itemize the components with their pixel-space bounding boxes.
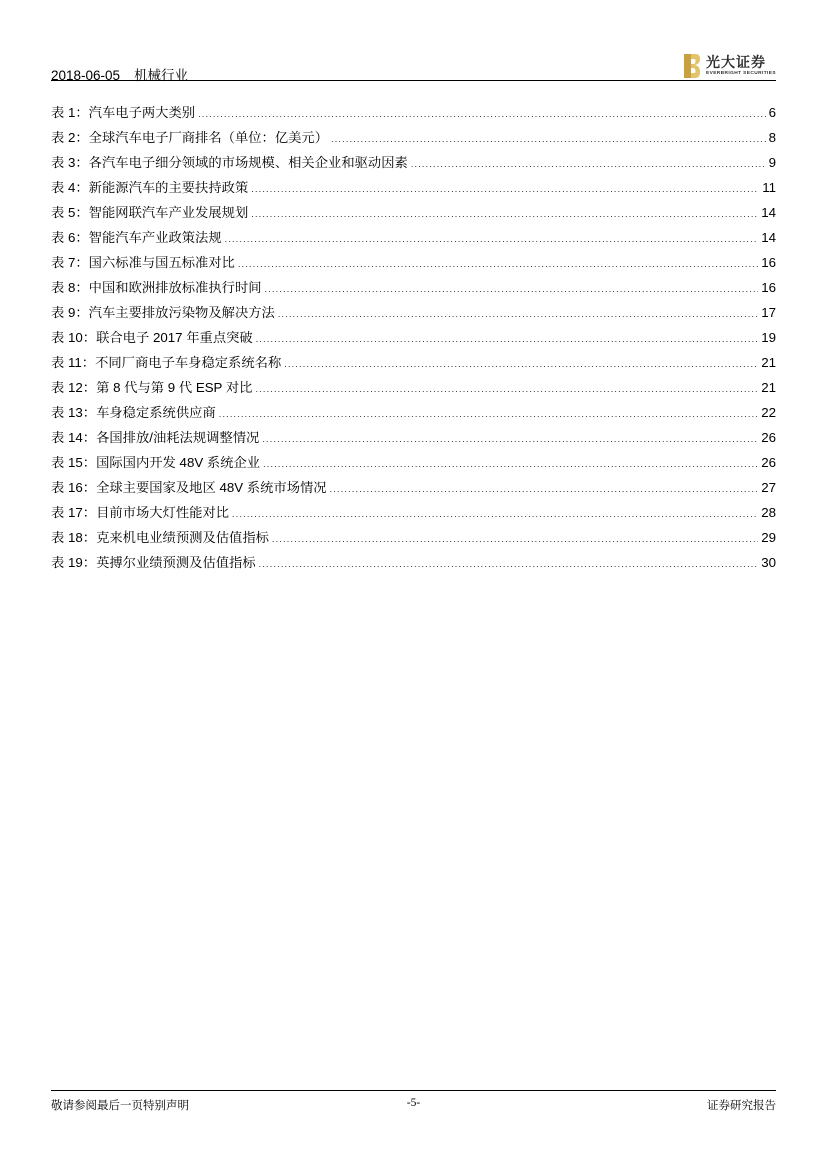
- toc-entry-label: 表 11：不同厂商电子车身稳定系统名称: [51, 355, 282, 370]
- toc-entry-label: 表 13：车身稳定系统供应商: [51, 405, 216, 420]
- toc-entry-page: 21: [761, 355, 776, 370]
- toc-entry-page: 19: [761, 330, 776, 345]
- toc-entry-label: 表 12：第 8 代与第 9 代 ESP 对比: [51, 380, 253, 395]
- toc-entry-page: 14: [761, 230, 776, 245]
- toc-entry-page: 17: [761, 305, 776, 320]
- page-number: -5-: [406, 1097, 421, 1109]
- toc-entry[interactable]: [51, 104, 776, 129]
- toc-entry-label: 表 4：新能源汽车的主要扶持政策: [51, 180, 249, 195]
- toc-entry-label: 表 9：汽车主要排放污染物及解决方法: [51, 305, 275, 320]
- toc-entry-label: 表 10：联合电子 2017 年重点突破: [51, 330, 253, 345]
- toc-entry-page: 6: [768, 105, 776, 120]
- toc-entry-label: 表 14：各国排放/油耗法规调整情况: [51, 430, 260, 445]
- toc-entry-page: 11: [762, 180, 776, 195]
- toc-dot-leader: [259, 555, 759, 573]
- toc-entry[interactable]: [51, 229, 776, 254]
- toc-entry-label: 表 16：全球主要国家及地区 48V 系统市场情况: [51, 480, 327, 495]
- toc-entry-page: 26: [761, 455, 776, 470]
- toc-dot-leader: [284, 355, 758, 373]
- toc-dot-leader: [265, 280, 759, 298]
- toc-entry-page: 16: [761, 280, 776, 295]
- toc-entry-label: 表 15：国际国内开发 48V 系统企业: [51, 455, 261, 470]
- toc-dot-leader: [225, 230, 759, 248]
- toc-entry-page: 9: [768, 155, 776, 170]
- logo-english-name: EVERBRIGHT SECURITIES: [706, 71, 776, 76]
- toc-entry-page: 26: [761, 430, 776, 445]
- toc-dot-leader: [251, 180, 759, 198]
- toc-entry[interactable]: [51, 279, 776, 304]
- toc-entry-label: 表 19：英搏尔业绩预测及估值指标: [51, 555, 256, 570]
- toc-dot-leader: [256, 330, 758, 348]
- toc-entry-page: 30: [761, 555, 776, 570]
- toc-dot-leader: [330, 480, 759, 498]
- toc-entry-label: 表 6：智能汽车产业政策法规: [51, 230, 222, 245]
- toc-entry-label: 表 8：中国和欧洲排放标准执行时间: [51, 280, 262, 295]
- toc-entry[interactable]: [51, 529, 776, 554]
- toc-entry-label: 表 17：目前市场大灯性能对比: [51, 505, 230, 520]
- toc-entry-page: 22: [761, 405, 776, 420]
- industry-label: 机械行业: [134, 68, 189, 83]
- toc-dot-leader: [411, 155, 766, 173]
- toc-entry-page: 16: [761, 255, 776, 270]
- toc-entry-page: 27: [761, 480, 776, 495]
- toc-dot-leader: [238, 255, 758, 273]
- toc-entry[interactable]: [51, 179, 776, 204]
- toc-entry-label: 表 2：全球汽车电子厂商排名（单位：亿美元）: [51, 130, 329, 145]
- toc-dot-leader: [262, 430, 758, 448]
- toc-dot-leader: [219, 405, 758, 423]
- toc-entry-page: 21: [761, 380, 776, 395]
- toc-dot-leader: [331, 130, 766, 148]
- toc-entry-page: 14: [761, 205, 776, 220]
- toc-dot-leader: [278, 305, 758, 323]
- toc-entry[interactable]: [51, 554, 776, 579]
- toc-entry-label: 表 1：汽车电子两大类别: [51, 105, 196, 120]
- header-divider: [51, 80, 776, 81]
- toc-entry[interactable]: [51, 354, 776, 379]
- everbright-logo-icon: [684, 54, 700, 78]
- toc-entry[interactable]: [51, 454, 776, 479]
- report-type: 证券研究报告: [707, 1098, 776, 1112]
- toc-entry-label: 表 7：国六标准与国五标准对比: [51, 255, 235, 270]
- company-logo: [684, 52, 776, 80]
- toc-dot-leader: [272, 530, 758, 548]
- toc-entry[interactable]: [51, 254, 776, 279]
- page-header: [51, 50, 776, 82]
- toc-dot-leader: [251, 205, 758, 223]
- toc-entry-page: 29: [761, 530, 776, 545]
- toc-entry[interactable]: [51, 129, 776, 154]
- toc-dot-leader: [232, 505, 758, 523]
- toc-dot-leader: [198, 105, 766, 123]
- toc-entry-page: 28: [761, 505, 776, 520]
- toc-dot-leader: [263, 455, 758, 473]
- toc-entry-label: 表 18：克来机电业绩预测及估值指标: [51, 530, 269, 545]
- toc-dot-leader: [255, 380, 758, 398]
- toc-entry[interactable]: [51, 154, 776, 179]
- logo-chinese-name: 光大证券: [706, 55, 766, 71]
- toc-entry-label: 表 5：智能网联汽车产业发展规划: [51, 205, 249, 220]
- toc-entry[interactable]: [51, 504, 776, 529]
- toc-entry[interactable]: [51, 304, 776, 329]
- footer-divider: [51, 1090, 776, 1091]
- toc-entry[interactable]: [51, 329, 776, 354]
- report-date: 2018-06-05: [51, 68, 121, 83]
- toc-entry-page: 8: [768, 130, 776, 145]
- toc-entry[interactable]: [51, 404, 776, 429]
- toc-entry[interactable]: [51, 204, 776, 229]
- header-meta: [51, 64, 188, 84]
- toc-entry[interactable]: [51, 379, 776, 404]
- toc-entry[interactable]: [51, 429, 776, 454]
- toc-entry[interactable]: [51, 479, 776, 504]
- toc-entry-label: 表 3：各汽车电子细分领域的市场规模、相关企业和驱动因素: [51, 155, 408, 170]
- page-footer: [51, 1097, 776, 1113]
- footer-disclaimer: 敬请参阅最后一页特别声明: [51, 1098, 189, 1112]
- table-of-contents: [51, 104, 776, 579]
